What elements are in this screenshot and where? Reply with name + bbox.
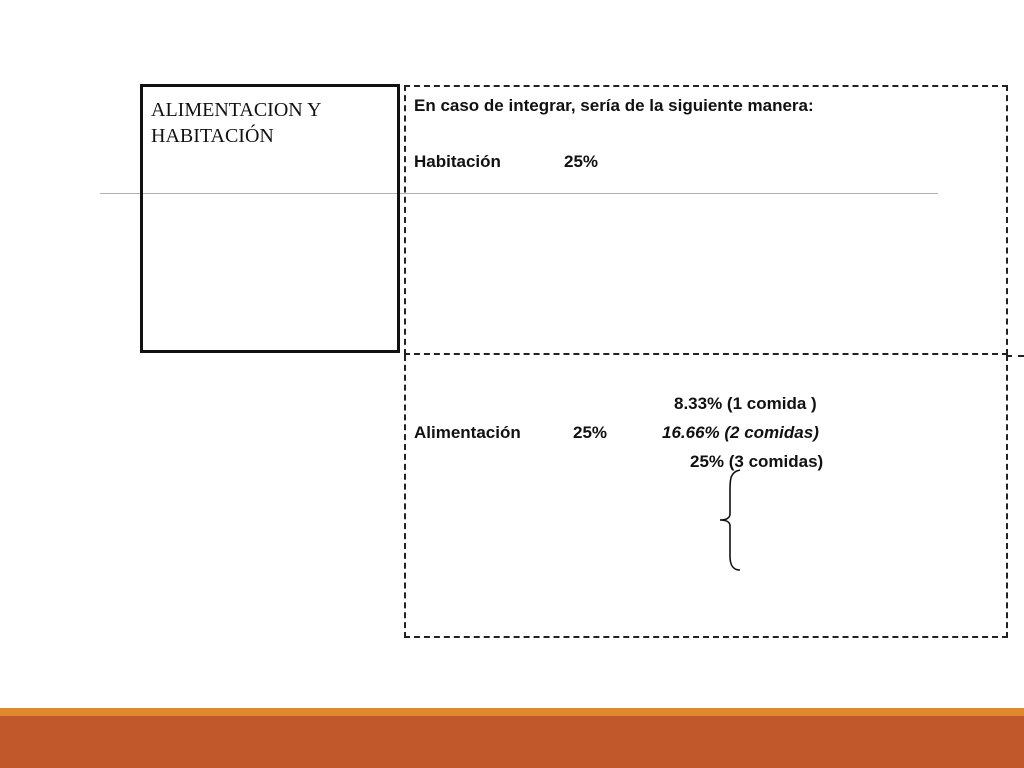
footer-accent-stripe	[0, 708, 1024, 716]
alimentacion-value: 25%	[573, 423, 608, 442]
alimentacion-label: Alimentación	[414, 423, 521, 442]
footer-bar	[0, 716, 1024, 768]
category-title: ALIMENTACION Y HABITACIÓN	[151, 99, 322, 147]
habitacion-panel	[404, 85, 1008, 355]
option-one-meal: 8.33% (1 comida )	[674, 394, 817, 413]
habitacion-value: 25%	[564, 152, 599, 171]
category-box	[140, 84, 400, 353]
intro-text: En caso de integrar, sería de la siguiente manera:	[414, 96, 814, 115]
habitacion-label: Habitación	[414, 152, 501, 171]
panel-divider-extension	[1006, 355, 1024, 358]
option-two-meals: 16.66% (2 comidas)	[662, 423, 819, 442]
option-three-meals: 25% (3 comidas)	[690, 452, 824, 471]
left-brace-icon	[718, 468, 744, 572]
